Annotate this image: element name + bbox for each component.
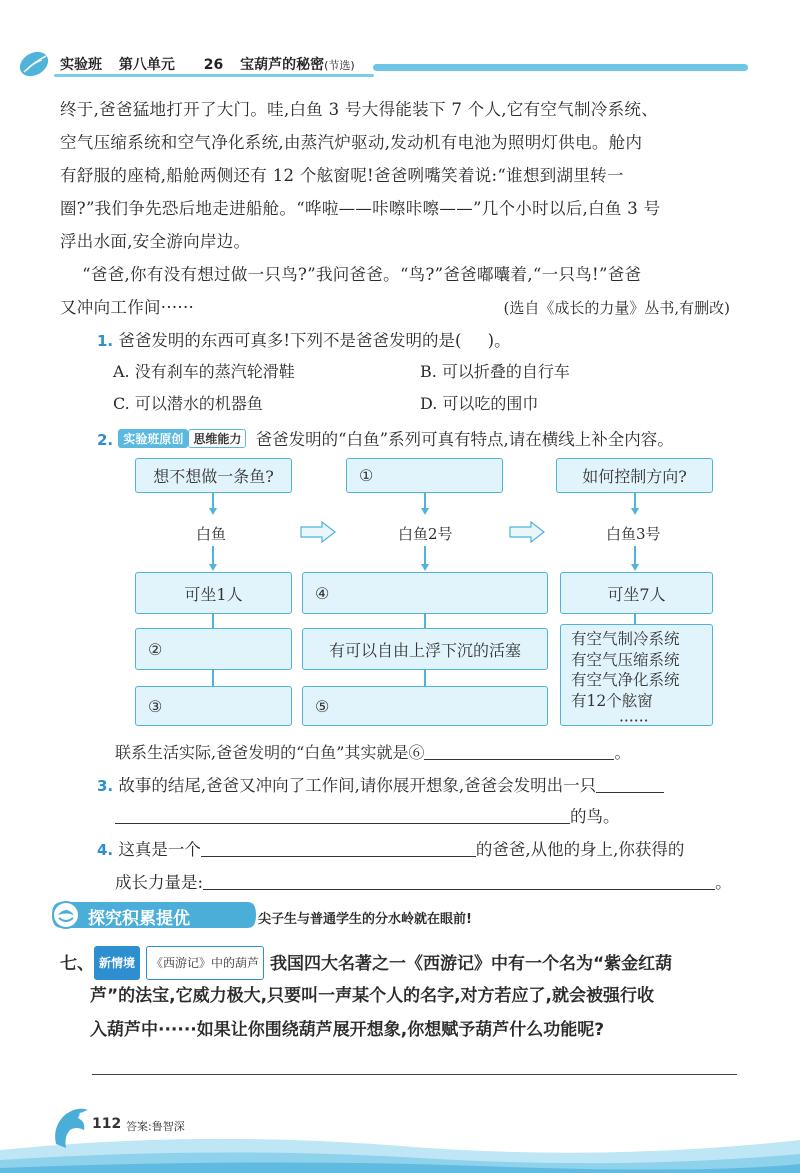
col3-row1-box: 可坐7人 [560, 572, 713, 614]
question-1-text: 爸爸发明的东西可真多!下列不是爸爸发明的是( )。 [118, 331, 511, 350]
feature-item: 有空气制冷系统 [571, 630, 680, 648]
connector [424, 670, 426, 686]
question-3-end: 的鸟。 [570, 807, 620, 826]
passage-line-1: 终于,爸爸猛地打开了大门。哇,白鱼 3 号大得能装下 7 个人,它有空气制冷系统、 [60, 100, 659, 119]
arrow-down-icon [209, 564, 217, 571]
tag-thinking: 思维能力 [188, 429, 246, 448]
tag-new-context: 新情境 [94, 946, 140, 980]
unit-name: 第八单元 [118, 57, 175, 73]
col3-label: 白鱼3号 [606, 525, 661, 543]
page-number: 112 [92, 1116, 122, 1132]
option-a: A. 没有刹车的蒸汽轮滑鞋 [113, 362, 295, 381]
col2-row3-box: ⑤ [302, 686, 548, 726]
arrow-down-icon [421, 508, 429, 515]
header-bar [373, 64, 748, 71]
answer-note: 答案:鲁智深 [126, 1120, 185, 1133]
option-d: D. 可以吃的围巾 [420, 394, 539, 413]
passage-line-5: 浮出水面,安全游向岸边。 [60, 232, 251, 251]
col2-row1-box: ④ [302, 572, 548, 614]
passage-line-7: 又冲向工作间······ [60, 298, 195, 317]
passage-source: (选自《成长的力量》丛书,有删改) [503, 299, 730, 317]
question-3-line2 [115, 803, 620, 827]
question-4-line2 [115, 869, 732, 893]
question-4-text2: 成长力量是: [115, 873, 204, 892]
lesson-title: 宝葫芦的秘密 [240, 57, 325, 73]
question-7 [60, 946, 672, 980]
question-4-text-a: 这真是一个 [118, 840, 201, 859]
question-4-number: 4. [97, 841, 114, 859]
answer-line-q7[interactable] [92, 1074, 737, 1075]
passage-line-3: 有舒服的座椅,船舱两侧还有 12 个舷窗呢!爸爸咧嘴笑着说:“谁想到湖里转一 [60, 166, 624, 185]
question-3-text: 故事的结尾,爸爸又冲向了工作间,请你展开想象,爸爸会发明出一只 [118, 776, 597, 795]
answer-blank-q3a[interactable] [596, 792, 664, 793]
leaf-logo-icon [18, 50, 52, 78]
arrow-down-icon [209, 508, 217, 515]
question-2 [97, 426, 674, 450]
question-7-line-1: 我国四大名著之一《西游记》中有一个名为“紫金红葫 [269, 954, 673, 974]
connector [634, 546, 636, 566]
question-3 [97, 772, 664, 796]
connector [424, 614, 426, 628]
connector [212, 670, 214, 686]
col1-row3-box: ③ [135, 686, 292, 726]
question-1-number: 1. [97, 332, 114, 350]
section-title: 探究积累提优 [88, 909, 190, 929]
option-c: C. 可以潜水的机器鱼 [113, 394, 263, 413]
question-2-number: 2. [97, 431, 114, 449]
arrow-right-icon [300, 521, 336, 543]
col1-row2-box: ② [135, 628, 292, 670]
passage-line-6: “爸爸,你有没有想过做一只鸟?”我问爸爸。“鸟?”爸爸嘟囔着,“一只鸟!”爸爸 [60, 265, 642, 284]
answer-blank-q3b[interactable] [115, 823, 570, 824]
answer-blank-q4b[interactable] [203, 889, 715, 890]
question-7-line-3: 入葫芦中······如果让你围绕葫芦展开想象,你想赋予葫芦什么功能呢? [90, 1020, 605, 1040]
col1-question-box: 想不想做一条鱼? [135, 458, 292, 493]
question-7-number: 七、 [60, 954, 94, 974]
arrow-down-icon [631, 508, 639, 515]
section-subtitle: 尖子生与普通学生的分水岭就在眼前! [258, 912, 472, 927]
dolphin-icon [48, 1104, 94, 1152]
col2-row2-box: 有可以自由上浮下沉的活塞 [302, 628, 548, 670]
arrow-down-icon [421, 564, 429, 571]
answer-blank-6[interactable] [424, 759, 614, 760]
connector [424, 546, 426, 566]
question-1 [97, 327, 511, 351]
lesson-number: 26 [203, 57, 224, 73]
question-7-line-2: 芦”的法宝,它威力极大,只要叫一声某个人的名字,对方若应了,就会被强行收 [90, 986, 655, 1006]
lesson-note: (节选) [324, 59, 355, 72]
col3-features-box [560, 624, 713, 730]
connector [212, 546, 214, 566]
question-4-text-b: 的爸爸,从他的身上,你获得的 [475, 840, 685, 859]
col2-label: 白鱼2号 [398, 525, 453, 543]
question-2-text: 爸爸发明的“白鱼”系列可真有特点,请在横线上补全内容。 [255, 430, 674, 449]
tag-xiyouji: 《西游记》中的葫芦 [146, 946, 264, 980]
question-4-end: 。 [715, 873, 732, 892]
option-b: B. 可以折叠的自行车 [420, 362, 570, 381]
arrow-down-icon [631, 564, 639, 571]
feature-item: 有空气净化系统 [571, 671, 680, 689]
page-header [18, 50, 748, 80]
col1-row1-box: 可坐1人 [135, 572, 292, 614]
series-name: 实验班 [60, 57, 102, 73]
followup-end: 。 [614, 743, 631, 762]
header-text [60, 54, 355, 74]
question-3-number: 3. [97, 777, 114, 795]
tag-original: 实验班原创 [118, 429, 188, 448]
header-underline [54, 74, 374, 77]
arrow-right-icon [509, 521, 545, 543]
followup-text: 联系生活实际,爸爸发明的“白鱼”其实就是⑥ [115, 743, 425, 762]
feature-item: ······ [619, 712, 649, 730]
feature-item: 有空气压缩系统 [571, 650, 680, 669]
connector [212, 614, 214, 628]
connector [634, 614, 636, 624]
question-4 [97, 836, 684, 860]
passage-line-4: 圈?”我们争先恐后地走进船舱。“哗啦——咔嚓咔嚓——”几个小时以后,白鱼 3 号 [60, 199, 661, 218]
passage-line-2: 空气压缩系统和空气净化系统,由蒸汽炉驱动,发动机有电池为照明灯供电。舱内 [60, 133, 643, 152]
col3-question-box: 如何控制方向? [556, 458, 713, 493]
feature-item: 有12个舷窗 [571, 691, 653, 710]
col1-label: 白鱼 [196, 525, 227, 543]
col2-question-box: ① [346, 458, 503, 493]
answer-blank-q4a[interactable] [201, 856, 476, 857]
question-2-followup [115, 740, 630, 763]
